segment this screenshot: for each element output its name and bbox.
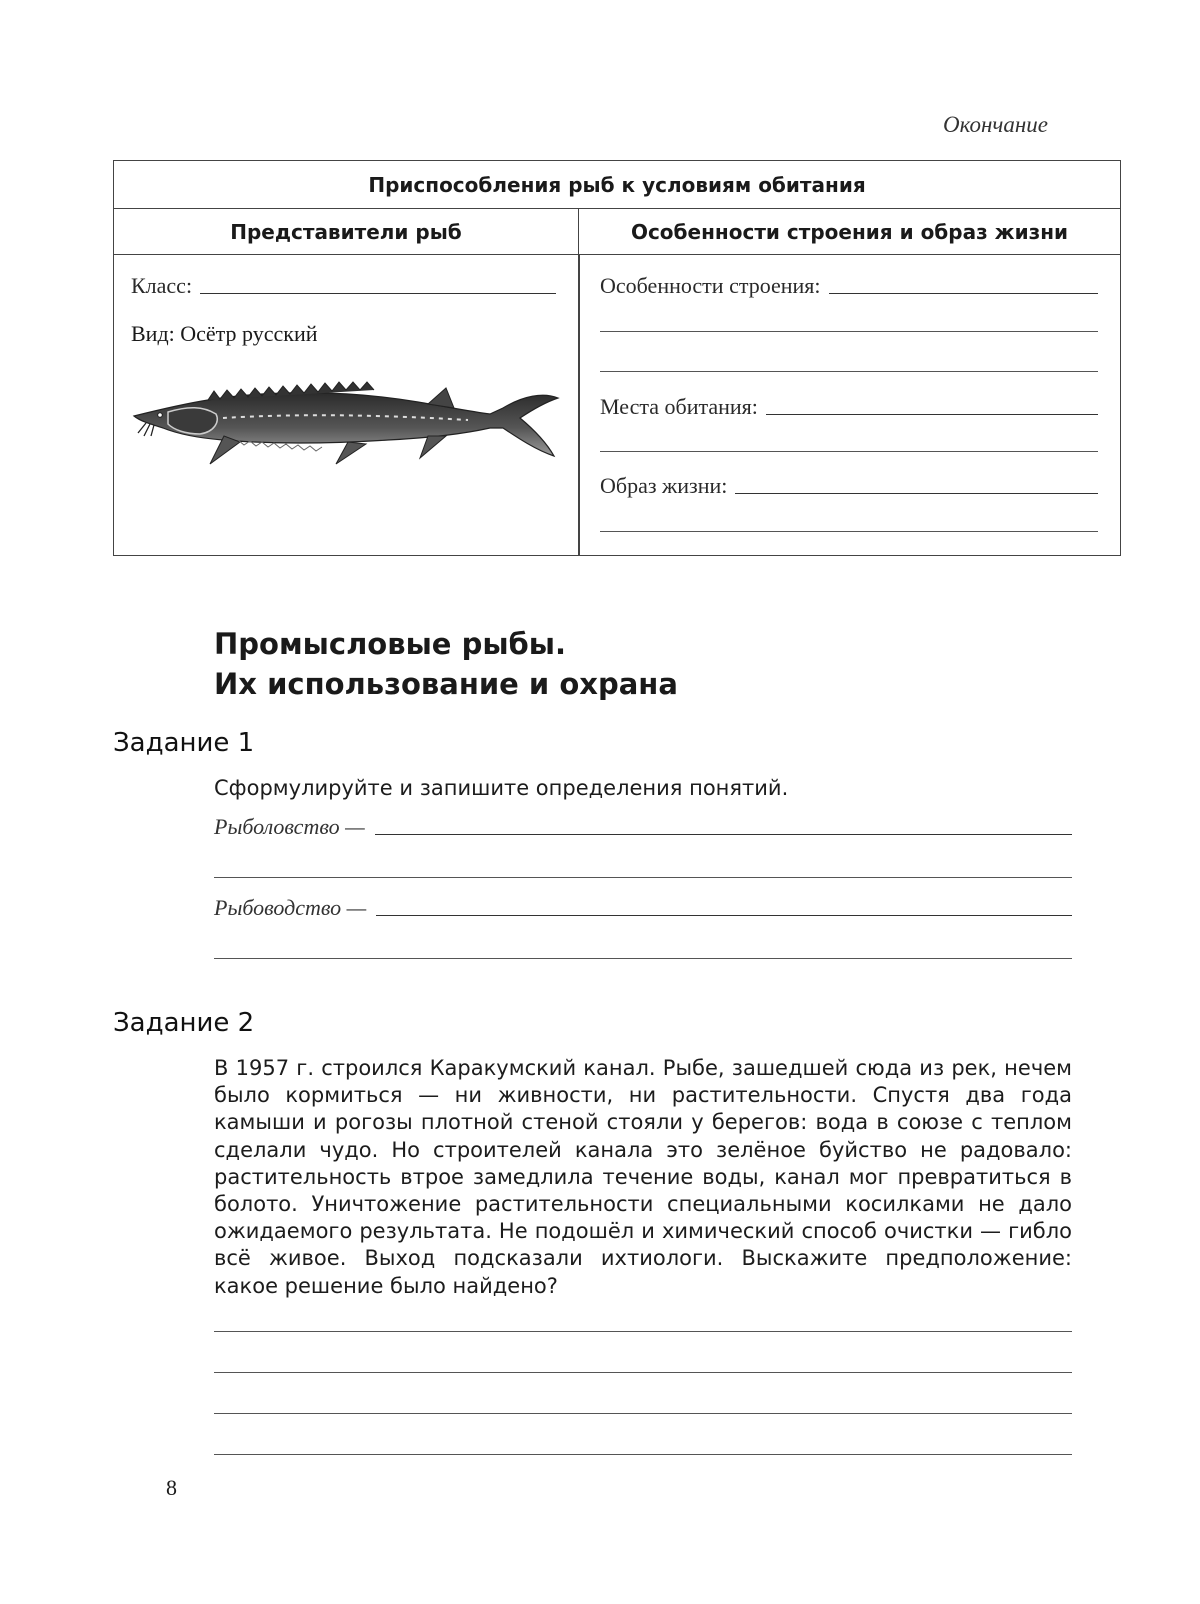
habitat-field[interactable]	[600, 394, 1098, 420]
task1-instruction: Сформулируйте и запишите определения понятий.	[214, 776, 789, 800]
lifestyle-answer-line-1[interactable]	[735, 493, 1098, 494]
fish-farming-answer-line-2[interactable]	[214, 958, 1072, 959]
fish-farming-term: Рыбоводство —	[214, 895, 367, 920]
class-answer-line[interactable]	[200, 293, 556, 294]
fish-farming-definition-field[interactable]	[214, 895, 1072, 921]
table-header-features: Особенности строения и образ жизни	[579, 209, 1120, 255]
task2-answer-line-4[interactable]	[214, 1454, 1072, 1455]
task2-text: В 1957 г. строился Каракумский канал. Рыбе, зашедшей сюда из рек, нечем было кормиться — ни живности, ни растительности. Спустя два года камыши и рогозы плотной стеной стояли у берегов: вода в союзе с теплом сделали чудо. Но строителей канала это зелёное буйство не радовало: растительность втрое замедлила течение воды, канал мог превратиться в болото. Уничтожение растительности специальными косилками не дало ожидаемого результата. Не подошёл и химический способ очистки — гибло всё живое. Выход подсказали ихтиологи. Выскажите предположение: какое решение было найдено?	[214, 1056, 1072, 1298]
lifestyle-label: Образ жизни:	[600, 473, 728, 498]
fishery-definition-field[interactable]	[214, 814, 1072, 840]
structure-label: Особенности строения:	[600, 273, 821, 298]
structure-answer-line-1[interactable]	[829, 293, 1098, 294]
structure-answer-line-3[interactable]	[600, 371, 1098, 372]
section-title-line-1: Промысловые рыбы.	[214, 627, 567, 661]
class-label: Класс:	[131, 273, 193, 298]
habitat-label: Места обитания:	[600, 394, 758, 419]
task2-answer-line-1[interactable]	[214, 1331, 1072, 1332]
task1-heading: Задание 1	[113, 728, 255, 758]
task2-heading: Задание 2	[113, 1008, 255, 1038]
table-header-representatives: Представители рыб	[114, 209, 579, 255]
fishery-term: Рыболовство —	[214, 814, 365, 839]
fish-farming-answer-line-1[interactable]	[376, 915, 1072, 916]
adaptation-table	[113, 160, 1121, 556]
class-field[interactable]	[131, 273, 556, 299]
lifestyle-answer-line-2[interactable]	[600, 531, 1098, 532]
structure-answer-line-2[interactable]	[600, 331, 1098, 332]
task2-answer-line-3[interactable]	[214, 1413, 1072, 1414]
table-caption: Приспособления рыб к условиям обитания	[114, 161, 1120, 209]
sturgeon-illustration	[128, 376, 568, 486]
table-divider	[578, 255, 580, 555]
fishery-answer-line-2[interactable]	[214, 877, 1072, 878]
lifestyle-field[interactable]	[600, 473, 1098, 499]
section-title-line-2: Их использование и охрана	[214, 667, 678, 701]
task2-answer-line-2[interactable]	[214, 1372, 1072, 1373]
fishery-answer-line-1[interactable]	[375, 834, 1072, 835]
section-title	[214, 624, 678, 704]
page-number: 8	[166, 1475, 177, 1500]
species-label: Вид: Осётр русский	[131, 321, 318, 346]
continuation-label: Окончание	[943, 112, 1048, 137]
habitat-answer-line-2[interactable]	[600, 451, 1098, 452]
structure-field[interactable]	[600, 273, 1098, 299]
habitat-answer-line-1[interactable]	[766, 414, 1098, 415]
